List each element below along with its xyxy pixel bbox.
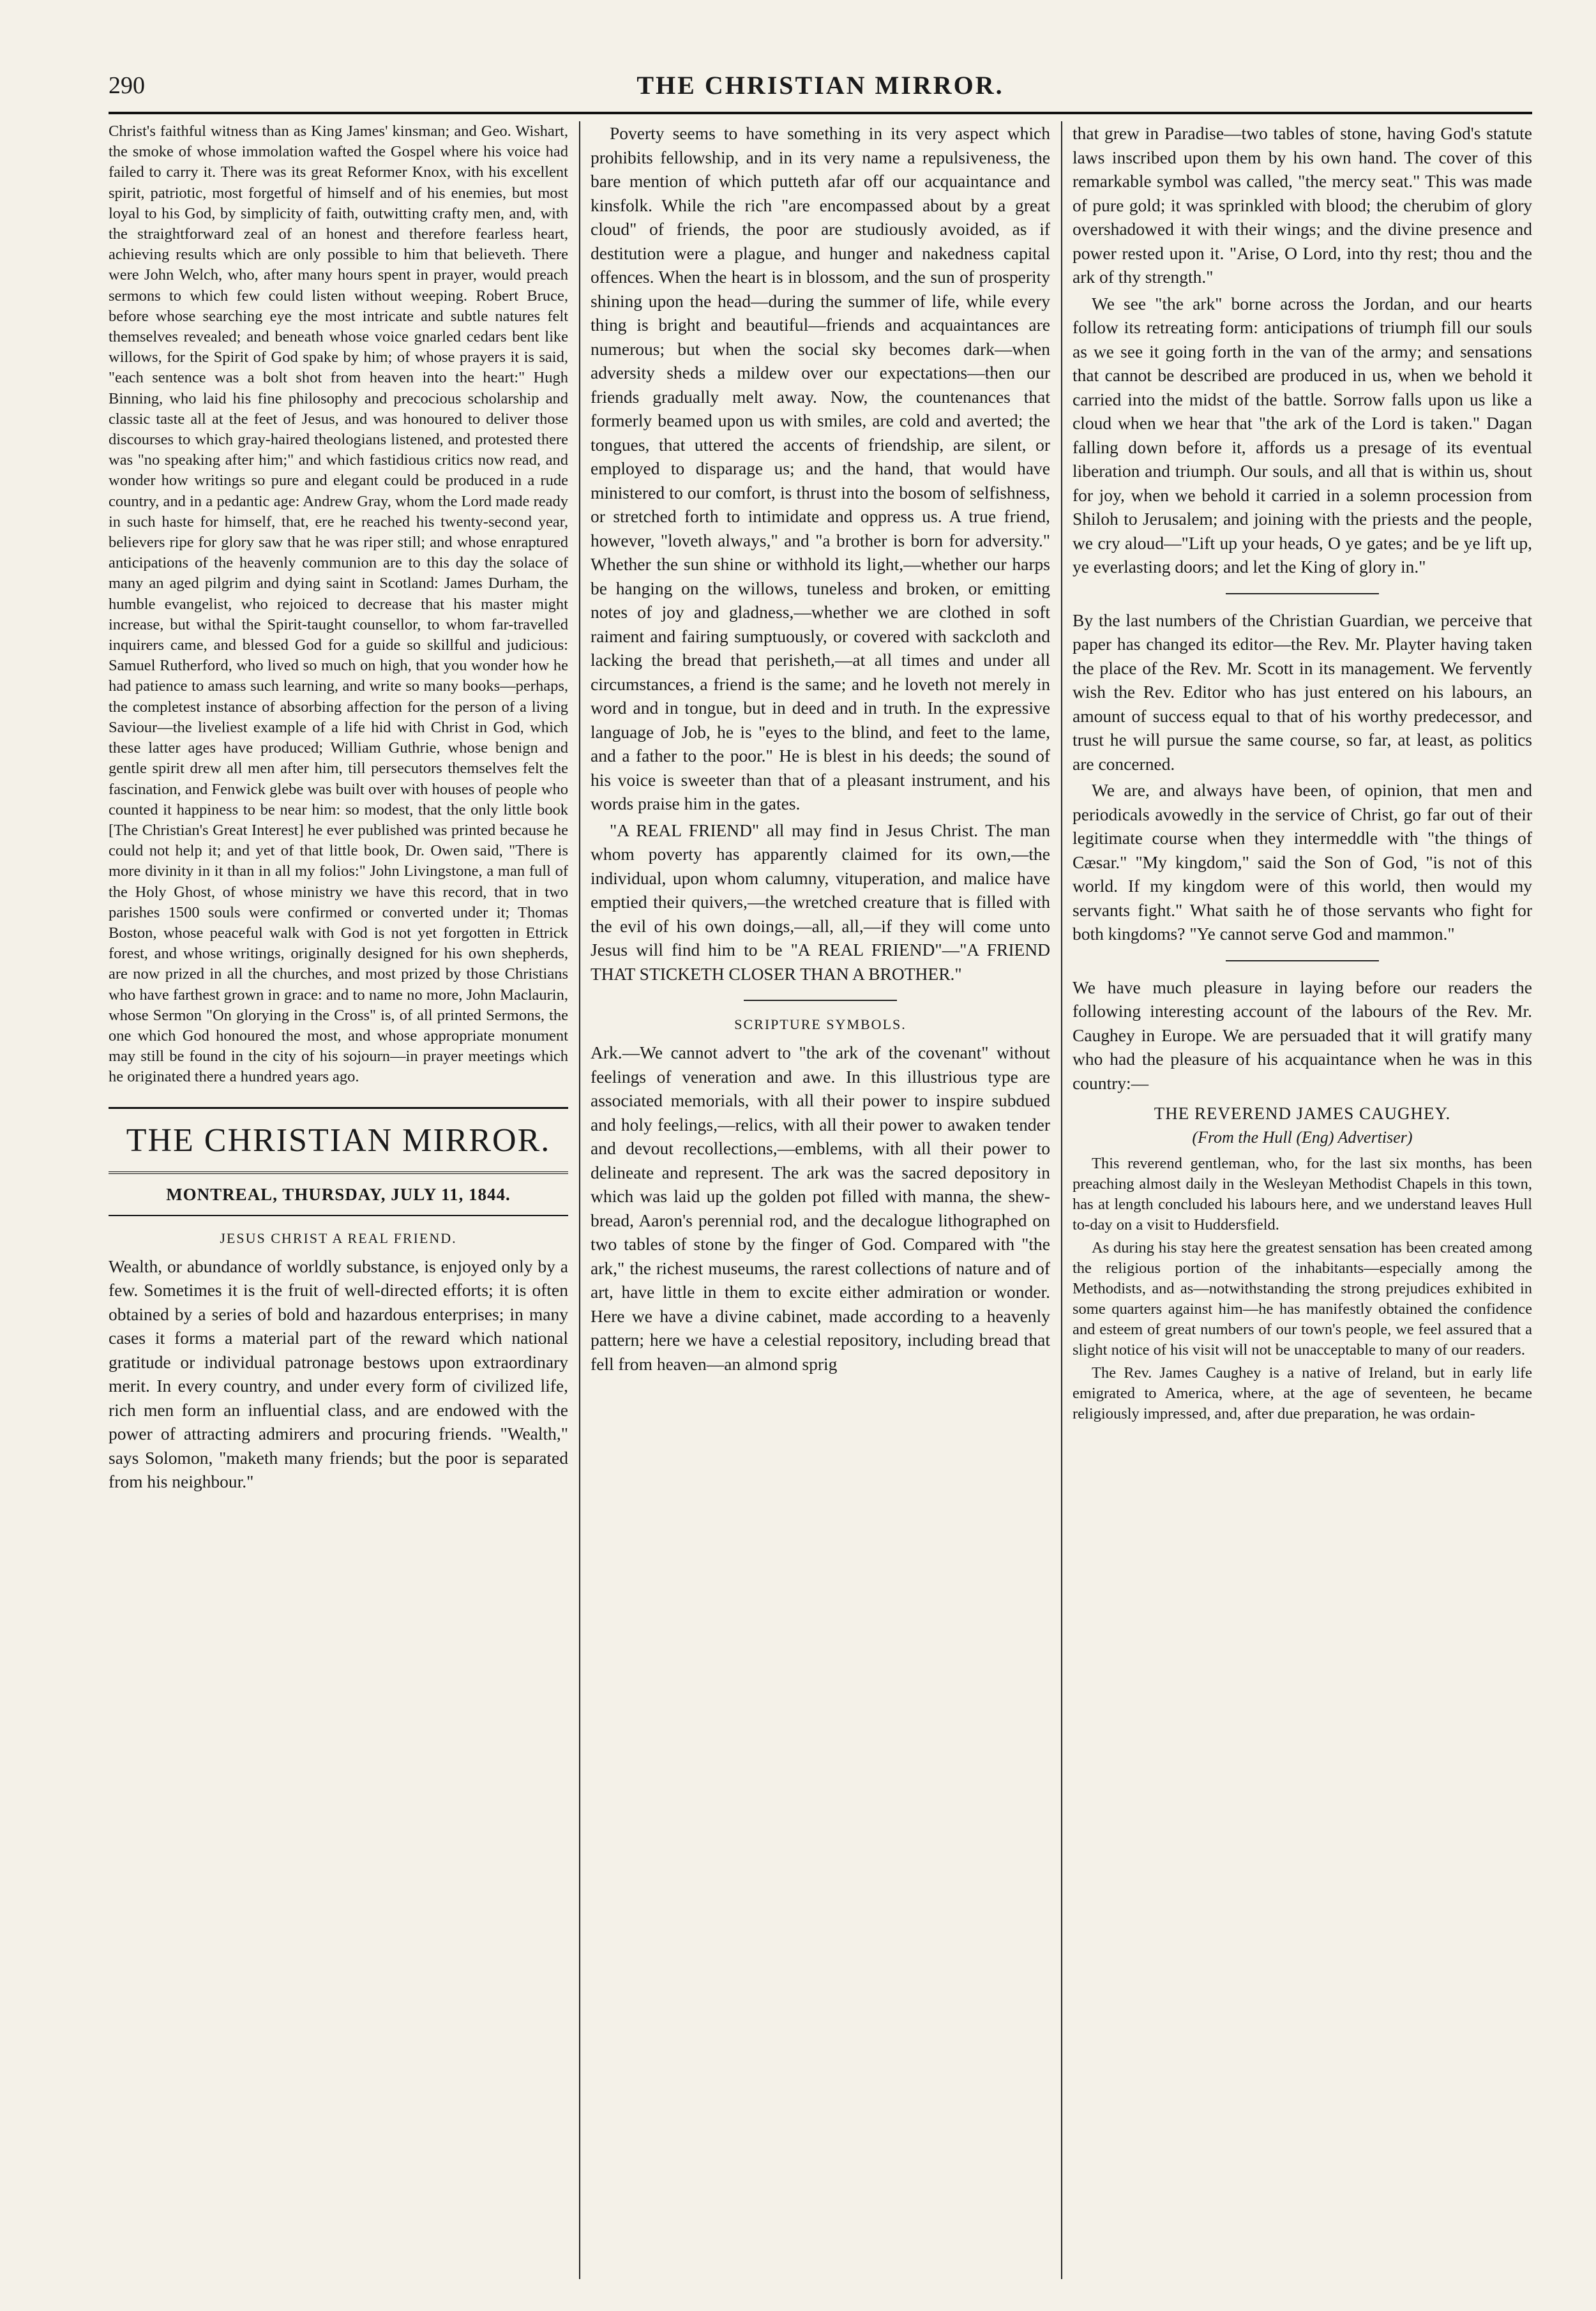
paragraph: that grew in Paradise—two tables of stone, having God's statute laws inscribed upon them by his own hand. The cover of this remarkable symbol was called, "the mercy seat." This was made of pure gold; it was sprinkled with blood; the cherubim of glory overshadowed it with their wings; and the divine presence and power rested upon it. "Arise, O Lord, into thy rest; thou and the ark of thy strength."	[1073, 123, 1532, 287]
masthead: THE CHRISTIAN MIRROR.	[109, 1107, 568, 1161]
dateline: MONTREAL, THURSDAY, JULY 11, 1844.	[166, 1184, 511, 1204]
paragraph: We are, and always have been, of opinion, that men and periodicals avowedly in the service of Christ, go far out of their legitimate course when they intermeddle with "the things of Cæsar." "My kingdom," said the Son of God, "is not of this world. If my kingdom were of this world, then would my servants fight." What saith he of those servants who fight for both kingdoms? "Ye cannot serve God and mammon."	[1073, 780, 1532, 944]
column-1	[109, 121, 568, 2279]
divider	[744, 1000, 897, 1001]
running-title: THE CHRISTIAN MIRROR.	[636, 71, 1004, 100]
paragraph: "A REAL FRIEND" all may find in Jesus Christ. The man whom poverty has apparently claimed for its own,—the individual, upon whom calumny, vituperation, and malice have emptied their quivers,—the wretched creature that is filled with the evil of his own doings,—all, all,—if they will come unto Jesus will find him to be "A REAL FRIEND"—"A FRIEND THAT STICKETH CLOSER THAN A BROTHER."	[591, 820, 1050, 984]
article-heading: THE REVEREND JAMES CAUGHEY.	[1154, 1104, 1451, 1123]
paragraph: This reverend gentleman, who, for the last six months, has been preaching almost daily in the Wesleyan Methodist Chapels in this town, has at length concluded his labours here, and we understand leaves Hull to-day on a visit to Huddersfield.	[1073, 1155, 1532, 1233]
divider	[109, 1171, 568, 1174]
article-source: (From the Hull (Eng) Advertiser)	[1192, 1128, 1413, 1147]
section-heading: SCRIPTURE SYMBOLS.	[734, 1016, 907, 1032]
page-number: 290	[109, 72, 145, 99]
paragraph: By the last numbers of the Christian Guardian, we perceive that paper has changed its editor—the Rev. Mr. Playter having taken the place of the Rev. Mr. Scott in its management. We fervently wish the Rev. Editor who has just entered on his labours, an amount of success equal to that of his worthy predecessor, and trust he will pursue the same course, so far, at least, as politics are concerned.	[1073, 610, 1532, 774]
divider	[1226, 960, 1379, 961]
paragraph: We see "the ark" borne across the Jordan, and our hearts follow its retreating form: anticipations of triumph fill our souls as we see it going forth in the van of the army; and sensations that cannot be described are produced in us, when we behold it carried into the midst of the battle. Sorrow falls upon us like a cloud when we hear that "the ark of the Lord is taken." Dagan falling down before it, affords us a presage of its eventual liberation and triumph. Our souls, and all that is within us, shout for joy, when we behold it carried in a solemn procession from Shiloh to Jerusalem; and joining with the priests and the people, we cry aloud—"Lift up your heads, O ye gates; and be ye lift up, ye everlasting doors; and let the King of glory in."	[1073, 293, 1532, 576]
paragraph: As during his stay here the greatest sensation has been created among the religious portion of the inhabitants—especially among the Methodists, and as—notwithstanding the strong prejudices exhibited in some quarters against him—he has manifestly obtained the confidence and esteem of great numbers of our town's people, we feel assured that a slight notice of his visit will not be unacceptable to many of our readers.	[1073, 1239, 1532, 1359]
column-divider	[1061, 121, 1062, 2279]
column-3	[1073, 121, 1532, 2279]
paragraph: The Rev. James Caughey is a native of Ireland, but in early life emigrated to America, where, at the age of seventeen, he became religiously impressed, and, after due preparation, he was ordain-	[1073, 1364, 1532, 1422]
column-divider	[579, 121, 580, 2279]
paragraph: Wealth, or abundance of worldly substance, is enjoyed only by a few. Sometimes it is the fruit of well-directed efforts; it is often obtained by a series of bold and hazardous enterprises; in many cases it forms a material part of the reward which national gratitude or individual patronage bestows upon extraordinary merit. In every country, and under every form of civilized life, rich men form an influential class, and are endowed with the power of attracting admirers and procuring friends. "Wealth," says Solomon, "maketh many friends; but the poor is separated from his neighbour."	[109, 1256, 568, 1492]
divider	[1226, 593, 1379, 594]
header-rule	[109, 112, 1532, 114]
article-heading: JESUS CHRIST A REAL FRIEND.	[220, 1230, 457, 1246]
divider	[109, 1215, 568, 1216]
paragraph: We have much pleasure in laying before our readers the following interesting account of the labours of the Rev. Mr. Caughey in Europe. We are persuaded that it will gratify many who had the pleasure of his acquaintance when he was in this country:—	[1073, 977, 1532, 1093]
paragraph: Poverty seems to have something in its very aspect which prohibits fellowship, and in its very name a repulsiveness, the bare mention of which putteth afar off our acquaintance and kinsfolk. While the rich "are encompassed about by a great cloud" of friends, the poor are studiously avoided, as if destitution were a plague, and hunger and nakedness capital offences. When the heart is in blossom, and the sun of prosperity shining upon the head—during the summer of life, while every thing is bright and beautiful—friends and acquaintances are numerous; but when the social sky becomes dark—when adversity sheds a mildew over our expectations—then our friends gradually melt away. Now, the countenances that formerly beamed upon us with smiles, are cold and averted; the tongues, that uttered the accents of friendship, are silent, or employed to disparage us; and the hand, that would have ministered to our comfort, is thrust into the bosom of selfishness, or stretched forth to intimidate and oppress us. A true friend, however, "loveth always," and "a brother is born for adversity." Whether the sun shine or withhold its light,—whether our harps be hanging on the willows, tuneless and broken, or emitting notes of joy and gladness,—whether we are clothed in soft raiment and fairing sumptuously, or covered with sackcloth and lacking the bread that perisheth,—at all times and under all circumstances, a friend is the same; and he loveth not merely in word and in tongue, but in deed and in truth. In the expressive language of Job, he is "eyes to the blind, and feet to the lame, and a father to the poor." He is blest in his deeds; the sound of his voice is sweeter than that of a pleasant instrument, and his words praise him in the gates.	[591, 123, 1050, 813]
column-2	[591, 121, 1050, 2279]
paragraph: Christ's faithful witness than as King James' kinsman; and Geo. Wishart, the smoke of whose immolation wafted the Gospel where his voice had failed to carry it. There was its great Reformer Knox, with his excellent spirit, patriotic, most forgetful of himself and of his enemies, but most loyal to his God, by simplicity of faith, outwitting crafty men, and, with the straightforward zeal of an honest and therefore fearless heart, achieving results which are only possible to him that believeth. There were John Welch, who, after many hours spent in prayer, would preach sermons to which few could listen without weeping. Robert Bruce, before whose searching eye the most intricate and subtle natures felt themselves revealed; and beneath whose voice gnarled cedars bent like willows, for the Spirit of God spake by him; of whose prayers it is said, "each sentence was a bolt shot from heaven into the heart:" Hugh Binning, who laid his fine philosophy and precocious scholarship and classic taste all at the feet of Jesus, and was honoured to deliver those discourses to which gray-haired theologians listened, and protested there was "no speaking after him;" and which fastidious critics now read, and wonder how writings so pure and elegant could be produced in a rude country, and in a pedantic age: Andrew Gray, whom the Lord made ready in such haste for himself, that, ere he reached his twenty-second year, believers ripe for glory saw that he was riper still; and whose enraptured anticipations of the heavenly communion are to this day the solace of many an aged pilgrim and dying saint in Scotland: James Durham, the humble evangelist, who rejoiced to decrease that his master might increase, but withal the Spirit-taught counsellor, to whom far-travelled inquirers came, and blessed God for a guide so skillful and judicious: Samuel Rutherford, who lived so much on high, that you wonder how he had patience to amass such learning, and write so many books—perhaps, the completest instance of absorbing affection for the person of a living Saviour—the liveliest example of a life hid with Christ in God, which these latter ages have produced; William Guthrie, whose benign and gentle spirit drew all men after him, till persecutors themselves felt the fascination, and Fenwick glebe was built over with houses of people who counted it happiness to be near him: so modest, that the only little book [The Christian's Great Interest] he ever published was printed because he could not help it; and yet of that little book, Dr. Owen said, "There is more divinity in it than in all my folios:" John Livingstone, a man full of the Holy Ghost, of whose ministry we have this record, that in two parishes 1500 souls were confirmed or converted under it; Thomas Boston, whose peaceful walk with God is not yet forgotten in Ettrick forest, and whose writings, originally designed for his own shepherds, are now prized in all the churches, and most prized by those Christians who have farthest grown in grace: and to name no more, John Maclaurin, whose Sermon "On glorying in the Cross" is, of all printed Sermons, the one which God honoured the most, and whose appropriate monument may still be found in the city of his sojourn—in prayer meetings which he originated there a hundred years ago.	[109, 123, 568, 1086]
paragraph: Ark.—We cannot advert to "the ark of the covenant" without feelings of veneration and awe. In this illustrious type are associated memorials, with all their power to inspire subdued and holy feelings,—relics, with all their power to awaken tender and devout recollections,—emblems, with all their power to delineate and represent. The ark was the sacred depository in which was laid up the golden pot filled with manna, the shew-bread, Aaron's perennial rod, and the decalogue lithographed on two tables of stone by the finger of God. Compared with "the ark," the richest museums, the rarest collections of nature and of art, have little in them to excite either admiration or wonder. Here we have a divine cabinet, made according to a heavenly pattern; here we have a celestial repository, including bread that fell from heaven—an almond sprig	[591, 1043, 1050, 1374]
